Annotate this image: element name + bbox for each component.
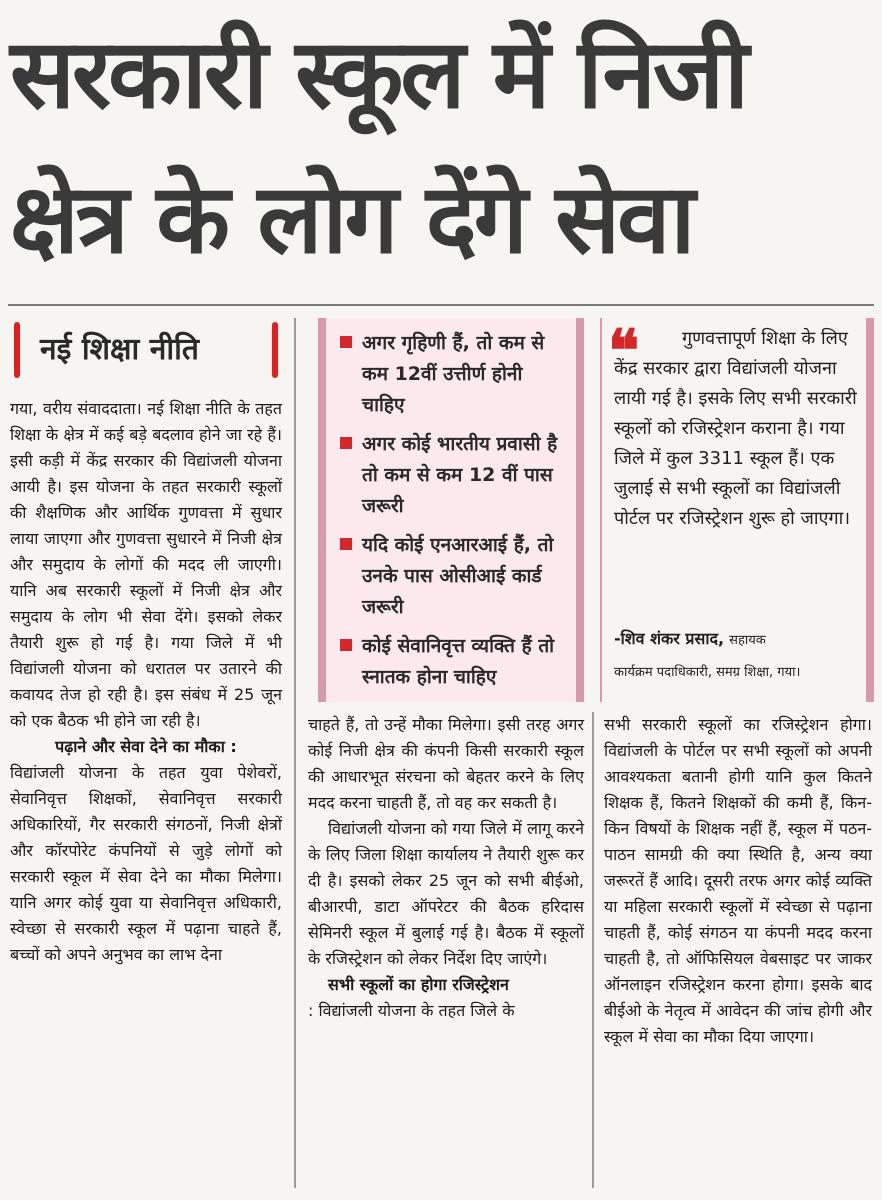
left-paragraph-1: गया, वरीय संवाददाता। नई शिक्षा नीति के तहत शिक्षा के क्षेत्र में कई बड़े बदलाव होने जा रहे हैं। इसी कड़ी में केंद्र सरकार की विद्यांजली योजना आयी है। इस योजना के तहत सरकारी स्कूलों की शैक्षणिक और आर्थिक गुणवत्ता में सुधार लाया जाएगा और गुणवत्ता सुधारने में निजी क्षेत्र और समुदाय के लोगों की मदद ली जाएगी। यानि अब सरकारी स्कूलों में निजी क्षेत्र और समुदाय के लोग भी सेवा देंगे। इसको लेकर तैयारी शुरू हो गई है। गया जिले में भी विद्यांजली योजना को धरातल पर उतारने की कवायद तेज हो रही है। इस संबंध में 25 जून को एक बैठक भी होने जा रही है। <box>10 399 282 730</box>
middle-column <box>308 712 584 1024</box>
eligibility-item <box>340 631 566 693</box>
quote-author-name: -शिव शंकर प्रसाद, <box>614 629 725 648</box>
eligibility-list <box>326 318 576 693</box>
middle-subhead: सभी स्कूलों का होगा रजिस्ट्रेशन <box>328 975 509 994</box>
headline-divider <box>8 304 874 306</box>
eligibility-item <box>340 328 566 421</box>
quote-text: गुणवत्तापूर्ण शिक्षा के लिए केंद्र सरकार द्वारा विद्यांजली योजना लायी गई है। इसके लिए सभी सरकारी स्कूलों को रजिस्ट्रेशन कराना है। गया जिले में कुल 3311 स्कूल हैं। एक जुलाई से सभी स्कूलों का विद्यांजली पोर्टल पर रजिस्ट्रेशन शुरू हो जाएगा। <box>614 328 857 529</box>
red-square-bullet-icon <box>340 639 352 651</box>
headline-line-1: सरकारी स्कूल में निजी <box>10 18 746 130</box>
middle-paragraph-1: चाहते हैं, तो उन्हें मौका मिलेगा। इसी तरह अगर कोई निजी क्षेत्र की कंपनी किसी सरकारी स्कूल की आधारभूत संरचना को बेहतर करने के लिए मदद करना चाहती हैं, तो वह कर सकती है। <box>308 715 584 812</box>
quote-author-role-2: कार्यक्रम पदाधिकारी, समग्र शिक्षा, गया। <box>614 665 801 680</box>
quote-mark-icon: ❝ <box>608 317 640 385</box>
eligibility-item-text: कोई सेवानिवृत्त व्यक्ति हैं तो स्नातक होना चाहिए <box>362 635 555 688</box>
eligibility-item-text: अगर गृहिणी हैं, तो कम से कम 12वीं उत्तीर्ण होनी चाहिए <box>362 332 545 416</box>
eligibility-item-text: अगर कोई भारतीय प्रवासी है तो कम से कम 12 वीं पास जरूरी <box>362 433 558 517</box>
eligibility-item <box>340 429 566 522</box>
quote-author-role-1: सहायक <box>729 633 766 648</box>
column-divider-2 <box>592 712 594 1188</box>
middle-paragraph-2: विद्यांजली योजना को गया जिले में लागू करने के लिए जिला शिक्षा कार्यालय ने तैयारी शुरू कर दी है। इसको लेकर 25 जून को सभी बीईओ, बीआरपी, डाटा ऑपरेटर की बैठक हरिदास सेमिनरी स्कूल में बुलाई गई है। बैठक में स्कूलों के रजिस्ट्रेशन को लेकर निर्देश दिए जाएंगे। <box>308 819 584 968</box>
eligibility-box <box>318 318 584 702</box>
left-subhead: पढ़ाने और सेवा देने का मौका : <box>55 737 237 756</box>
column-divider-1 <box>294 318 296 1188</box>
left-column <box>10 396 282 968</box>
red-square-bullet-icon <box>340 336 352 348</box>
label-bar-left <box>14 322 20 378</box>
middle-paragraph-3: : विद्यांजली योजना के तहत जिले के <box>308 1001 515 1020</box>
red-square-bullet-icon <box>340 437 352 449</box>
eligibility-item <box>340 530 566 623</box>
headline-line-2: क्षेत्र के लोग देंगे सेवा <box>10 163 693 275</box>
right-column <box>604 712 872 1050</box>
right-paragraph-1: सभी सरकारी स्कूलों का रजिस्ट्रेशन होगा। विद्यांजली के पोर्टल पर सभी स्कूलों को अपनी आवश्यकता बतानी होगी यानि कुल कितने शिक्षक हैं, कितने शिक्षकों की कमी हैं, किन-किन विषयों के शिक्षक नहीं हैं, स्कूल में पठन-पाठन सामग्री की क्या स्थिति है, अन्य क्या जरूरतें हैं आदि। दूसरी तरफ अगर कोई व्यक्ति या महिला सरकारी स्कूलों में स्वेच्छा से पढ़ाना चाहती हैं, कोई संगठन या कंपनी मदद करना चाहती है, तो ऑफिसियल वेबसाइट पर जाकर ऑनलाइन रजिस्ट्रेशन करना होगा। इसके बाद बीईओ के नेतृत्व में आवेदन की जांच होगी और स्कूल में सेवा का मौका दिया जाएगा। <box>604 715 872 1046</box>
eligibility-item-text: यदि कोई एनआरआई हैं, तो उनके पास ओसीआई कार्ड जरूरी <box>362 534 554 618</box>
quote-box <box>600 318 874 702</box>
left-paragraph-2: विद्यांजली योजना के तहत युवा पेशेवरों, सेवानिवृत्त शिक्षकों, सेवानिवृत्त सरकारी अधिकारियों, गैर सरकारी संगठनों, निजी क्षेत्रों और कॉरपोरेट कंपनियों से जुड़े लोगों को सरकारी स्कूल में सेवा देने का मौका मिलेगा। यानि अगर कोई युवा या सेवानिवृत्त अधिकारी, स्वेच्छा से सरकारी स्कूल में पढ़ाना चाहते हैं, बच्चों को अपने अनुभव का लाभ देना <box>10 763 282 964</box>
section-label-text: नई शिक्षा नीति <box>40 332 200 367</box>
quote-author <box>614 624 862 688</box>
red-square-bullet-icon <box>340 538 352 550</box>
section-label <box>14 322 280 378</box>
label-bar-right <box>272 322 278 378</box>
